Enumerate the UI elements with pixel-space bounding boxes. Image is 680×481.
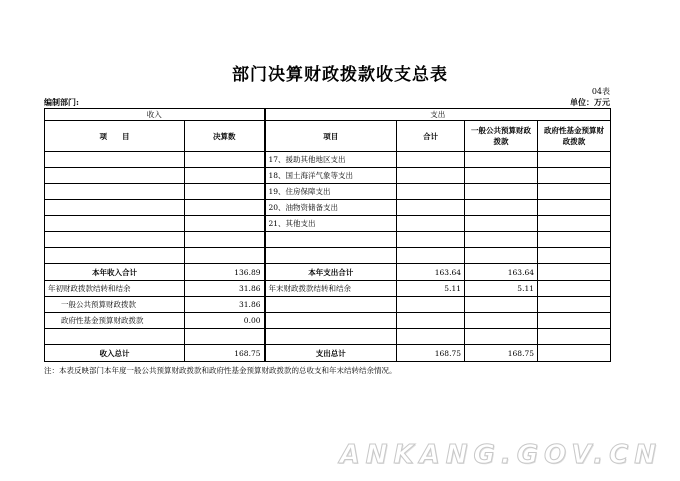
table-row [45, 200, 611, 216]
sub-general-label: 一般公共预算财政拨款 [45, 297, 185, 313]
table-row [45, 216, 611, 232]
income-item-cell [45, 168, 185, 184]
expense-general-cell [465, 168, 538, 184]
expense-item-header: 项目 [265, 121, 397, 152]
fiscal-summary-table [44, 108, 611, 362]
expense-total-cell [397, 168, 465, 184]
income-item-cell [45, 184, 185, 200]
watermark: ANKANG.GOV.CN [339, 440, 662, 470]
current-year-total-row [45, 264, 611, 281]
income-item-cell [45, 216, 185, 232]
expense-total-cell [397, 200, 465, 216]
table-row [45, 248, 611, 264]
expense-general-cell [465, 216, 538, 232]
income-amount-cell [185, 200, 265, 216]
sub-fund-row [45, 313, 611, 329]
expense-section-header: 支出 [265, 109, 611, 121]
opening-carry-amount: 31.86 [185, 281, 265, 297]
income-amount-cell [185, 216, 265, 232]
expense-fund-cell [538, 216, 611, 232]
grand-total-expense-general: 168.75 [465, 345, 538, 362]
table-row [45, 232, 611, 248]
income-amount-header: 决算数 [185, 121, 265, 152]
expense-total-cell [397, 216, 465, 232]
grand-total-row [45, 345, 611, 362]
closing-carry-label: 年末财政拨款结转和结余 [265, 281, 397, 297]
expense-total-cell [397, 152, 465, 168]
expense-general-header: 一般公共预算财政拨款 [465, 121, 538, 152]
expense-item-cell: 17、援助其他地区支出 [265, 152, 397, 168]
grand-total-expense-fund [538, 345, 611, 362]
grand-total-income-amount: 168.75 [185, 345, 265, 362]
expense-item-cell: 19、住房保障支出 [265, 184, 397, 200]
current-year-expense-fund [538, 264, 611, 281]
income-item-cell [45, 200, 185, 216]
org-label: 编制部门: [44, 97, 79, 107]
expense-general-cell [465, 152, 538, 168]
sub-general-row [45, 297, 611, 313]
expense-fund-cell [538, 168, 611, 184]
current-year-expense-general: 163.64 [465, 264, 538, 281]
page-title: 部门决算财政拨款收支总表 [232, 65, 448, 85]
grand-total-expense-total: 168.75 [397, 345, 465, 362]
closing-carry-total: 5.11 [397, 281, 465, 297]
expense-item-cell: 20、油物资储备支出 [265, 200, 397, 216]
current-year-income-amount: 136.89 [185, 264, 265, 281]
table-row [45, 168, 611, 184]
sub-general-amount: 31.86 [185, 297, 265, 313]
carry-over-row [45, 281, 611, 297]
form-code: 04表 [591, 87, 610, 96]
expense-fund-cell [538, 152, 611, 168]
footnote: 注：本表反映部门本年度一般公共预算财政拨款和政府性基金预算财政拨款的总收支和年末结转结余情况。 [44, 366, 397, 375]
expense-fund-cell [538, 200, 611, 216]
expense-item-cell: 21、其他支出 [265, 216, 397, 232]
table-row [45, 184, 611, 200]
expense-fund-header: 政府性基金预算财政拨款 [538, 121, 611, 152]
income-item-cell [45, 152, 185, 168]
current-year-expense-label: 本年支出合计 [265, 264, 397, 281]
expense-item-cell: 18、国土海洋气象等支出 [265, 168, 397, 184]
grand-total-expense-label: 支出总计 [265, 345, 397, 362]
table-row [45, 152, 611, 168]
sub-fund-label: 政府性基金预算财政拨款 [45, 313, 185, 329]
income-item-header: 项 目 [45, 121, 185, 152]
income-section-header: 收入 [45, 109, 265, 121]
unit-label: 单位：万元 [570, 97, 610, 107]
expense-general-cell [465, 184, 538, 200]
income-amount-cell [185, 152, 265, 168]
income-amount-cell [185, 168, 265, 184]
expense-total-cell [397, 184, 465, 200]
grand-total-income-label: 收入总计 [45, 345, 185, 362]
current-year-expense-total: 163.64 [397, 264, 465, 281]
closing-carry-general: 5.11 [465, 281, 538, 297]
table-row [45, 329, 611, 345]
current-year-income-label: 本年收入合计 [45, 264, 185, 281]
closing-carry-fund [538, 281, 611, 297]
expense-total-header: 合计 [397, 121, 465, 152]
expense-fund-cell [538, 184, 611, 200]
expense-general-cell [465, 200, 538, 216]
sub-fund-amount: 0.00 [185, 313, 265, 329]
opening-carry-label: 年初财政拨款结转和结余 [45, 281, 185, 297]
income-amount-cell [185, 184, 265, 200]
